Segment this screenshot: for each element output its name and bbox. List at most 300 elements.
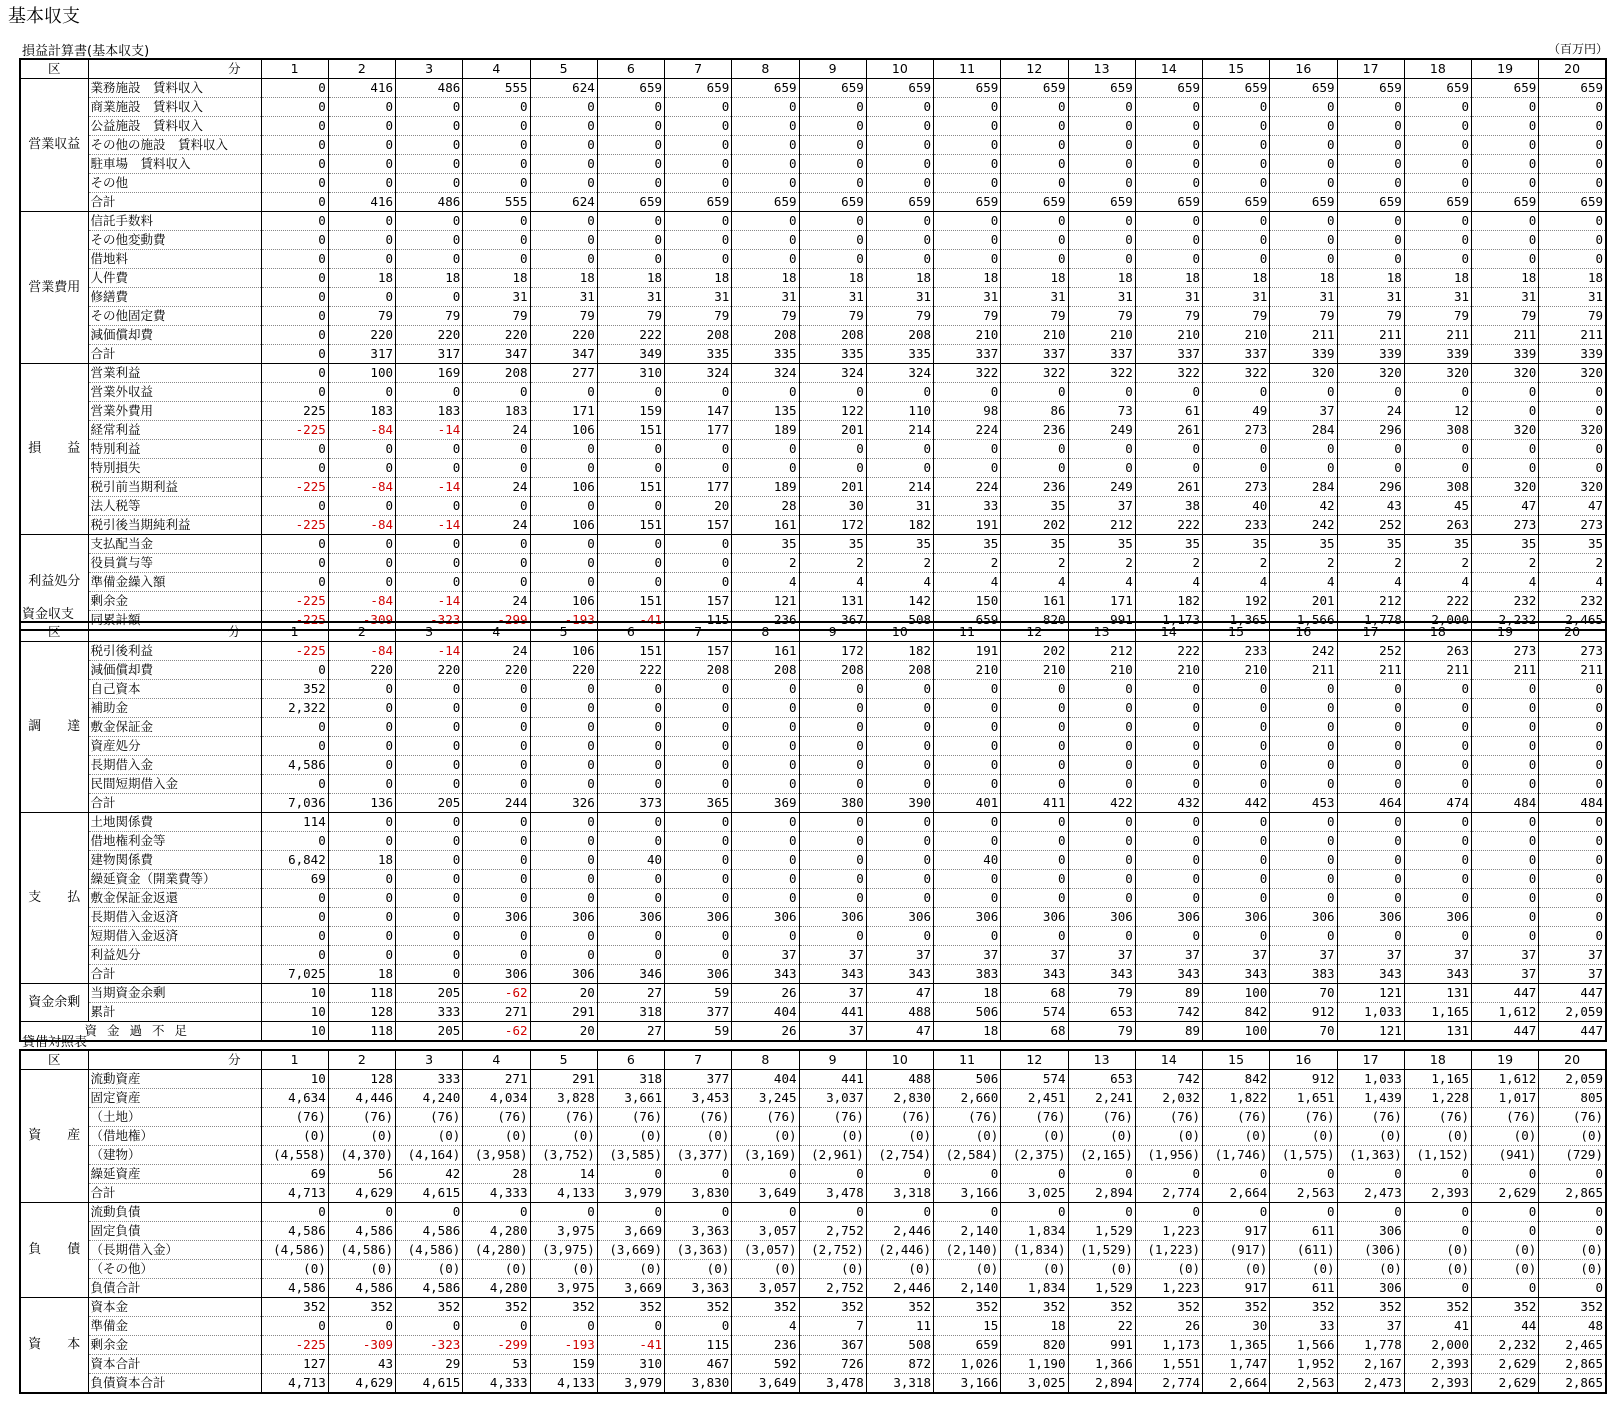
value-cell: 0 bbox=[1472, 737, 1539, 756]
value-cell: 69 bbox=[261, 1165, 328, 1184]
value-cell: 343 bbox=[1135, 965, 1202, 984]
value-cell: 0 bbox=[1001, 212, 1068, 231]
header-year: 11 bbox=[934, 1050, 1001, 1070]
row-label: 準備金 bbox=[88, 1317, 261, 1336]
value-cell: 0 bbox=[1068, 813, 1135, 832]
value-cell: 1,173 bbox=[1135, 1336, 1202, 1355]
value-cell: 0 bbox=[1337, 718, 1404, 737]
value-cell: 3,057 bbox=[732, 1222, 799, 1241]
value-cell: 18 bbox=[463, 269, 530, 288]
value-cell: (1,152) bbox=[1404, 1146, 1471, 1165]
value-cell: 0 bbox=[530, 136, 597, 155]
value-cell: 0 bbox=[463, 231, 530, 250]
value-cell: 0 bbox=[732, 832, 799, 851]
value-cell: 0 bbox=[799, 117, 866, 136]
value-cell: 352 bbox=[1001, 1298, 1068, 1317]
value-cell: 416 bbox=[328, 79, 395, 98]
value-cell: 4,333 bbox=[463, 1374, 530, 1394]
table-row bbox=[20, 1003, 1606, 1022]
value-cell: 474 bbox=[1404, 794, 1471, 813]
value-cell: 0 bbox=[463, 889, 530, 908]
value-cell: 79 bbox=[530, 307, 597, 326]
value-cell: 820 bbox=[1001, 611, 1068, 631]
value-cell: 0 bbox=[1135, 440, 1202, 459]
value-cell: 0 bbox=[328, 813, 395, 832]
value-cell: 0 bbox=[597, 699, 664, 718]
value-cell: 191 bbox=[934, 516, 1001, 535]
row-label: 税引後利益 bbox=[88, 642, 261, 661]
value-cell: 659 bbox=[1135, 193, 1202, 212]
value-cell: 40 bbox=[1203, 497, 1270, 516]
value-cell: 0 bbox=[597, 927, 664, 946]
value-cell: 659 bbox=[1203, 79, 1270, 98]
value-cell: 484 bbox=[1539, 794, 1606, 813]
value-cell: 0 bbox=[463, 535, 530, 554]
value-cell: 0 bbox=[597, 117, 664, 136]
value-cell: 0 bbox=[328, 737, 395, 756]
value-cell: 4,280 bbox=[463, 1279, 530, 1298]
value-cell: 110 bbox=[866, 402, 933, 421]
value-cell: 233 bbox=[1203, 642, 1270, 661]
value-cell: 0 bbox=[1404, 737, 1471, 756]
value-cell: (0) bbox=[1404, 1241, 1471, 1260]
value-cell: 224 bbox=[934, 421, 1001, 440]
value-cell: 35 bbox=[1203, 535, 1270, 554]
value-cell: 79 bbox=[328, 307, 395, 326]
value-cell: 0 bbox=[1539, 813, 1606, 832]
value-cell: 0 bbox=[1135, 383, 1202, 402]
table-row bbox=[20, 851, 1606, 870]
value-cell: 0 bbox=[328, 554, 395, 573]
value-cell: 31 bbox=[866, 288, 933, 307]
value-cell: 0 bbox=[328, 699, 395, 718]
value-cell: 0 bbox=[463, 832, 530, 851]
value-cell: 3,661 bbox=[597, 1089, 664, 1108]
value-cell: 0 bbox=[1337, 231, 1404, 250]
value-cell: -225 bbox=[261, 1336, 328, 1355]
value-cell: 0 bbox=[934, 870, 1001, 889]
value-cell: 352 bbox=[597, 1298, 664, 1317]
value-cell: -193 bbox=[530, 611, 597, 631]
value-cell: 0 bbox=[396, 699, 463, 718]
value-cell: 4 bbox=[866, 573, 933, 592]
value-cell: 0 bbox=[665, 813, 732, 832]
value-cell: 0 bbox=[799, 756, 866, 775]
value-cell: 0 bbox=[1539, 756, 1606, 775]
row-label: 固定負債 bbox=[88, 1222, 261, 1241]
value-cell: 0 bbox=[1135, 155, 1202, 174]
value-cell: 0 bbox=[396, 117, 463, 136]
value-cell: 18 bbox=[1001, 269, 1068, 288]
value-cell: 211 bbox=[1472, 326, 1539, 345]
value-cell: 0 bbox=[1404, 117, 1471, 136]
header-year: 9 bbox=[799, 622, 866, 642]
value-cell: 208 bbox=[463, 364, 530, 383]
value-cell: 0 bbox=[1135, 889, 1202, 908]
value-cell: 172 bbox=[799, 516, 866, 535]
value-cell: 4,586 bbox=[328, 1222, 395, 1241]
value-cell: 0 bbox=[328, 832, 395, 851]
value-cell: 0 bbox=[1539, 1165, 1606, 1184]
header-year: 2 bbox=[328, 59, 395, 79]
value-cell: 79 bbox=[1068, 307, 1135, 326]
header-year: 12 bbox=[1001, 1050, 1068, 1070]
value-cell: 15 bbox=[934, 1317, 1001, 1336]
value-cell: 0 bbox=[1539, 1279, 1606, 1298]
value-cell: 352 bbox=[328, 1298, 395, 1317]
value-cell: 653 bbox=[1068, 1003, 1135, 1022]
value-cell: 0 bbox=[328, 174, 395, 193]
value-cell: 0 bbox=[328, 908, 395, 927]
value-cell: 0 bbox=[1472, 155, 1539, 174]
value-cell: 131 bbox=[799, 592, 866, 611]
value-cell: 0 bbox=[463, 927, 530, 946]
table-row bbox=[20, 718, 1606, 737]
row-label: 営業利益 bbox=[88, 364, 261, 383]
value-cell: 0 bbox=[934, 250, 1001, 269]
table-row bbox=[20, 1355, 1606, 1374]
value-cell: 0 bbox=[530, 459, 597, 478]
value-cell: 0 bbox=[328, 1203, 395, 1222]
value-cell: 3,478 bbox=[799, 1374, 866, 1394]
value-cell: 0 bbox=[1203, 813, 1270, 832]
value-cell: 2,865 bbox=[1539, 1374, 1606, 1394]
value-cell: 306 bbox=[799, 908, 866, 927]
value-cell: 0 bbox=[530, 535, 597, 554]
value-cell: 33 bbox=[934, 497, 1001, 516]
row-label: 支払配当金 bbox=[88, 535, 261, 554]
group-label: 営業費用 bbox=[20, 212, 88, 364]
header-year: 1 bbox=[261, 59, 328, 79]
value-cell: 2,465 bbox=[1539, 611, 1606, 631]
value-cell: 1,834 bbox=[1001, 1222, 1068, 1241]
value-cell: 352 bbox=[1135, 1298, 1202, 1317]
value-cell: 0 bbox=[463, 756, 530, 775]
value-cell: 12 bbox=[1404, 402, 1471, 421]
value-cell: 352 bbox=[1539, 1298, 1606, 1317]
value-cell: 291 bbox=[530, 1070, 597, 1089]
value-cell: (0) bbox=[261, 1127, 328, 1146]
value-cell: 0 bbox=[1404, 870, 1471, 889]
value-cell: 0 bbox=[1270, 927, 1337, 946]
value-cell: 0 bbox=[328, 756, 395, 775]
value-cell: 10 bbox=[261, 1022, 328, 1042]
value-cell: 343 bbox=[1203, 965, 1270, 984]
value-cell: 352 bbox=[261, 680, 328, 699]
value-cell: 306 bbox=[934, 908, 1001, 927]
value-cell: 0 bbox=[530, 737, 597, 756]
value-cell: 0 bbox=[597, 1317, 664, 1336]
value-cell: 2,664 bbox=[1203, 1184, 1270, 1203]
header-year: 16 bbox=[1270, 59, 1337, 79]
value-cell: 0 bbox=[1001, 174, 1068, 193]
value-cell: 3,649 bbox=[732, 1374, 799, 1394]
value-cell: 0 bbox=[463, 554, 530, 573]
value-cell: 0 bbox=[261, 364, 328, 383]
table-row bbox=[20, 497, 1606, 516]
value-cell: 0 bbox=[530, 851, 597, 870]
value-cell: 333 bbox=[396, 1003, 463, 1022]
header-year: 6 bbox=[597, 59, 664, 79]
value-cell: -14 bbox=[396, 421, 463, 440]
value-cell: 0 bbox=[396, 1203, 463, 1222]
value-cell: 4,133 bbox=[530, 1184, 597, 1203]
value-cell: 0 bbox=[261, 269, 328, 288]
value-cell: 317 bbox=[328, 345, 395, 364]
value-cell: -14 bbox=[396, 478, 463, 497]
value-cell: 31 bbox=[597, 288, 664, 307]
value-cell: 411 bbox=[1001, 794, 1068, 813]
value-cell: 0 bbox=[1068, 1203, 1135, 1222]
value-cell: 726 bbox=[799, 1355, 866, 1374]
value-cell: 320 bbox=[1539, 421, 1606, 440]
value-cell: 0 bbox=[328, 927, 395, 946]
value-cell: 343 bbox=[1337, 965, 1404, 984]
value-cell: 0 bbox=[597, 889, 664, 908]
table-row bbox=[20, 193, 1606, 212]
value-cell: 0 bbox=[261, 212, 328, 231]
value-cell: 0 bbox=[732, 680, 799, 699]
value-cell: 4 bbox=[1068, 573, 1135, 592]
row-label: 公益施設 賃料収入 bbox=[88, 117, 261, 136]
value-cell: 0 bbox=[597, 870, 664, 889]
value-cell: 0 bbox=[665, 212, 732, 231]
table-row bbox=[20, 756, 1606, 775]
value-cell: 47 bbox=[866, 1022, 933, 1042]
value-cell: 337 bbox=[1135, 345, 1202, 364]
header-year: 1 bbox=[261, 622, 328, 642]
value-cell: 79 bbox=[597, 307, 664, 326]
value-cell: 0 bbox=[1001, 927, 1068, 946]
value-cell: 0 bbox=[1539, 212, 1606, 231]
value-cell: 208 bbox=[866, 326, 933, 345]
row-label: 自己資本 bbox=[88, 680, 261, 699]
value-cell: 18 bbox=[1001, 1317, 1068, 1336]
row-label: 修繕費 bbox=[88, 288, 261, 307]
value-cell: -62 bbox=[463, 1022, 530, 1042]
value-cell: 1,612 bbox=[1472, 1070, 1539, 1089]
value-cell: 0 bbox=[597, 212, 664, 231]
value-cell: 0 bbox=[463, 870, 530, 889]
header-year: 17 bbox=[1337, 59, 1404, 79]
value-cell: 48 bbox=[1539, 1317, 1606, 1336]
value-cell: 0 bbox=[1068, 459, 1135, 478]
header-kubun: 区 bbox=[20, 59, 88, 79]
section-title-cash-flow: 資金収支 bbox=[22, 607, 75, 622]
value-cell: (76) bbox=[530, 1108, 597, 1127]
value-cell: 4,280 bbox=[463, 1222, 530, 1241]
value-cell: 352 bbox=[530, 1298, 597, 1317]
footer-label: 資金過不足 bbox=[20, 1022, 261, 1042]
value-cell: 189 bbox=[732, 478, 799, 497]
value-cell: 0 bbox=[1135, 718, 1202, 737]
value-cell: 2 bbox=[1068, 554, 1135, 573]
header-year: 19 bbox=[1472, 59, 1539, 79]
value-cell: 0 bbox=[463, 699, 530, 718]
value-cell: 2,451 bbox=[1001, 1089, 1068, 1108]
value-cell: (0) bbox=[799, 1260, 866, 1279]
value-cell: 0 bbox=[396, 155, 463, 174]
value-cell: 2 bbox=[1337, 554, 1404, 573]
value-cell: 0 bbox=[1001, 136, 1068, 155]
value-cell: 208 bbox=[866, 661, 933, 680]
value-cell: 273 bbox=[1539, 642, 1606, 661]
value-cell: 3,025 bbox=[1001, 1374, 1068, 1394]
value-cell: 2,167 bbox=[1337, 1355, 1404, 1374]
page-title: 基本収支 bbox=[8, 6, 80, 27]
value-cell: 4,629 bbox=[328, 1374, 395, 1394]
value-cell: 11 bbox=[866, 1317, 933, 1336]
value-cell: 1,190 bbox=[1001, 1355, 1068, 1374]
value-cell: 0 bbox=[463, 440, 530, 459]
value-cell: (2,752) bbox=[799, 1241, 866, 1260]
value-cell: (76) bbox=[1203, 1108, 1270, 1127]
table-row bbox=[20, 269, 1606, 288]
value-cell: 0 bbox=[799, 440, 866, 459]
value-cell: 349 bbox=[597, 345, 664, 364]
value-cell: (76) bbox=[665, 1108, 732, 1127]
value-cell: 343 bbox=[866, 965, 933, 984]
value-cell: 4,333 bbox=[463, 1184, 530, 1203]
value-cell: 4 bbox=[1135, 573, 1202, 592]
value-cell: 211 bbox=[1472, 661, 1539, 680]
value-cell: 0 bbox=[866, 680, 933, 699]
value-cell: 380 bbox=[799, 794, 866, 813]
value-cell: 0 bbox=[530, 870, 597, 889]
value-cell: 6,842 bbox=[261, 851, 328, 870]
value-cell: 0 bbox=[1135, 756, 1202, 775]
table-row bbox=[20, 965, 1606, 984]
value-cell: 0 bbox=[463, 775, 530, 794]
value-cell: 273 bbox=[1203, 478, 1270, 497]
value-cell: 0 bbox=[1539, 383, 1606, 402]
value-cell: 0 bbox=[1068, 889, 1135, 908]
value-cell: 31 bbox=[1404, 288, 1471, 307]
value-cell: 0 bbox=[328, 383, 395, 402]
value-cell: 318 bbox=[597, 1003, 664, 1022]
value-cell: 38 bbox=[1135, 497, 1202, 516]
value-cell: 0 bbox=[732, 737, 799, 756]
value-cell: 0 bbox=[934, 383, 1001, 402]
value-cell: 27 bbox=[597, 1022, 664, 1042]
value-cell: 0 bbox=[799, 699, 866, 718]
value-cell: 335 bbox=[665, 345, 732, 364]
value-cell: 0 bbox=[396, 851, 463, 870]
header-year: 12 bbox=[1001, 622, 1068, 642]
value-cell: 161 bbox=[732, 516, 799, 535]
value-cell: 0 bbox=[934, 98, 1001, 117]
value-cell: 0 bbox=[1404, 813, 1471, 832]
value-cell: 0 bbox=[1270, 737, 1337, 756]
header-year: 9 bbox=[799, 59, 866, 79]
value-cell: 45 bbox=[1404, 497, 1471, 516]
value-cell: 0 bbox=[866, 117, 933, 136]
value-cell: 273 bbox=[1472, 642, 1539, 661]
header-year: 2 bbox=[328, 1050, 395, 1070]
value-cell: 0 bbox=[799, 98, 866, 117]
value-cell: 47 bbox=[1539, 497, 1606, 516]
value-cell: 320 bbox=[1337, 364, 1404, 383]
value-cell: 115 bbox=[665, 611, 732, 631]
table-row bbox=[20, 794, 1606, 813]
value-cell: 201 bbox=[799, 421, 866, 440]
value-cell: 306 bbox=[1068, 908, 1135, 927]
value-cell: 236 bbox=[1001, 421, 1068, 440]
value-cell: 33 bbox=[1270, 1317, 1337, 1336]
value-cell: 0 bbox=[1203, 174, 1270, 193]
value-cell: 339 bbox=[1404, 345, 1471, 364]
value-cell: 0 bbox=[799, 832, 866, 851]
value-cell: 277 bbox=[530, 364, 597, 383]
value-cell: 86 bbox=[1001, 402, 1068, 421]
value-cell: 0 bbox=[1539, 250, 1606, 269]
value-cell: 0 bbox=[1135, 1203, 1202, 1222]
value-cell: 0 bbox=[1068, 832, 1135, 851]
value-cell: 322 bbox=[934, 364, 1001, 383]
value-cell: 18 bbox=[1337, 269, 1404, 288]
value-cell: 35 bbox=[1068, 535, 1135, 554]
value-cell: 3,478 bbox=[799, 1184, 866, 1203]
value-cell: 0 bbox=[396, 459, 463, 478]
row-label: 流動資産 bbox=[88, 1070, 261, 1089]
value-cell: 0 bbox=[396, 680, 463, 699]
value-cell: 150 bbox=[934, 592, 1001, 611]
value-cell: 121 bbox=[1337, 984, 1404, 1003]
header-year: 11 bbox=[934, 622, 1001, 642]
value-cell: 1,529 bbox=[1068, 1222, 1135, 1241]
value-cell: 210 bbox=[1001, 326, 1068, 345]
value-cell: (0) bbox=[597, 1260, 664, 1279]
value-cell: 0 bbox=[530, 813, 597, 832]
value-cell: (76) bbox=[1068, 1108, 1135, 1127]
value-cell: 310 bbox=[597, 1355, 664, 1374]
value-cell: -14 bbox=[396, 642, 463, 661]
row-label: 剰余金 bbox=[88, 1336, 261, 1355]
row-label: 駐車場 賃料収入 bbox=[88, 155, 261, 174]
table-row bbox=[20, 1279, 1606, 1298]
header-year: 20 bbox=[1539, 622, 1606, 642]
value-cell: 28 bbox=[732, 497, 799, 516]
value-cell: 0 bbox=[530, 98, 597, 117]
value-cell: 0 bbox=[1203, 1165, 1270, 1184]
value-cell: (729) bbox=[1539, 1146, 1606, 1165]
value-cell: 2,000 bbox=[1404, 611, 1471, 631]
value-cell: 2,232 bbox=[1472, 611, 1539, 631]
value-cell: 0 bbox=[665, 459, 732, 478]
value-cell: 337 bbox=[1203, 345, 1270, 364]
value-cell: 0 bbox=[463, 573, 530, 592]
row-label: （借地権） bbox=[88, 1127, 261, 1146]
value-cell: 122 bbox=[799, 402, 866, 421]
value-cell: 0 bbox=[934, 737, 1001, 756]
value-cell: 0 bbox=[934, 231, 1001, 250]
value-cell: 2 bbox=[866, 554, 933, 573]
value-cell: 100 bbox=[328, 364, 395, 383]
value-cell: 18 bbox=[934, 1022, 1001, 1042]
value-cell: 0 bbox=[1001, 813, 1068, 832]
value-cell: 271 bbox=[463, 1003, 530, 1022]
value-cell: 0 bbox=[665, 231, 732, 250]
value-cell: 659 bbox=[1270, 79, 1337, 98]
value-cell: 47 bbox=[1472, 497, 1539, 516]
value-cell: 273 bbox=[1539, 516, 1606, 535]
value-cell: 37 bbox=[1472, 946, 1539, 965]
value-cell: 0 bbox=[1539, 1203, 1606, 1222]
value-cell: (2,375) bbox=[1001, 1146, 1068, 1165]
value-cell: 151 bbox=[597, 516, 664, 535]
table-row bbox=[20, 642, 1606, 661]
value-cell: 0 bbox=[1472, 440, 1539, 459]
